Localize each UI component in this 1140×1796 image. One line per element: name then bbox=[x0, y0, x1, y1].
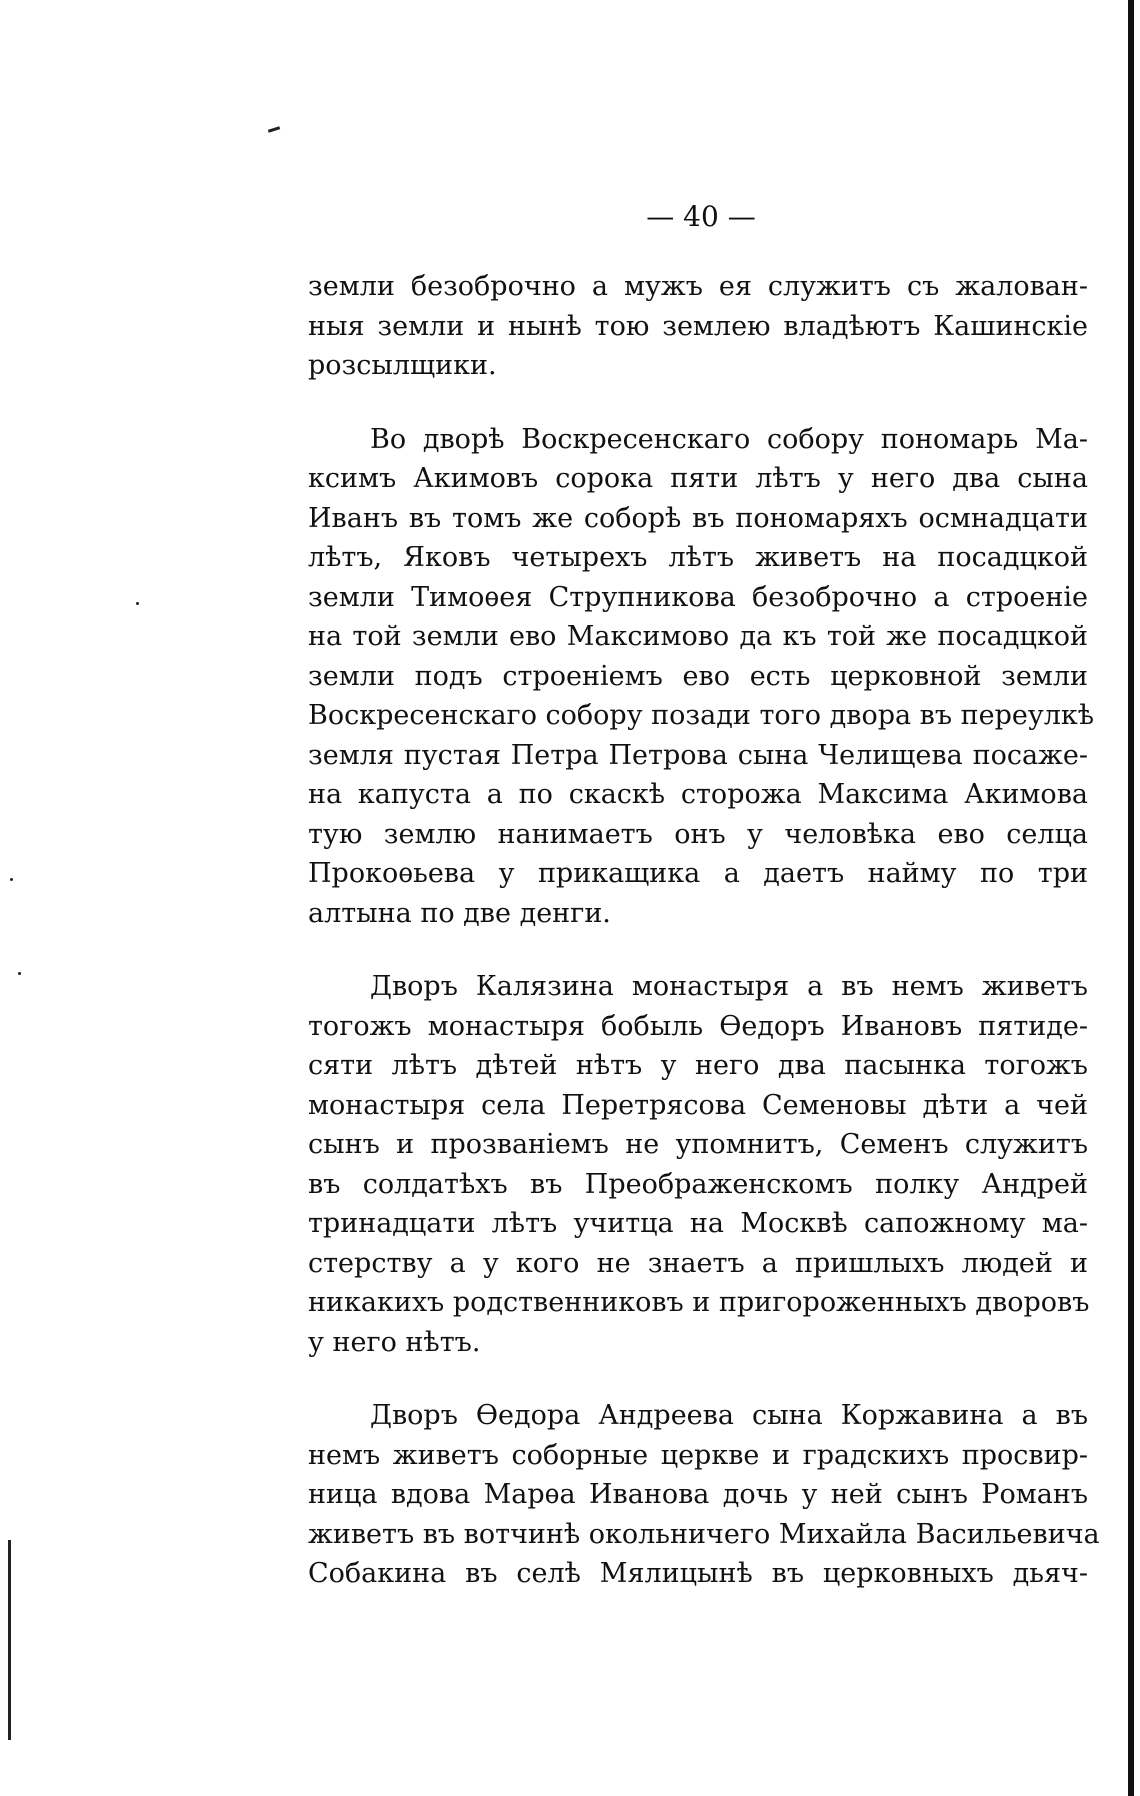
text-line: Воскресенскаго собору позади того двора въ переулкѣ bbox=[308, 700, 1095, 731]
scan-mark bbox=[268, 126, 280, 133]
text-line: тогожъ монастыря бобыль Ѳедоръ Ивановъ пятиде- bbox=[308, 1010, 1088, 1042]
text-line: немъ живетъ соборные церкве и градскихъ просвир- bbox=[308, 1439, 1088, 1471]
text-line: тринадцати лѣтъ учитца на Москвѣ сапожному ма- bbox=[308, 1208, 1088, 1239]
paragraph bbox=[308, 267, 1088, 386]
text-line: земли Тимоѳея Струпникова безоброчно а строеніе bbox=[308, 581, 1088, 613]
text-line: ница вдова Марѳа Иванова дочь у ней сынъ Романъ bbox=[308, 1479, 1088, 1510]
text-line: стерству а у кого не знаетъ а пришлыхъ людей и bbox=[308, 1247, 1088, 1279]
scan-edge-right bbox=[1128, 0, 1134, 1796]
text-line: Прокоѳьева у прикащика а даетъ найму по три bbox=[308, 858, 1088, 889]
scan-speck bbox=[10, 878, 13, 881]
text-line: сынъ и прозваніемъ не упомнитъ, Семенъ служитъ bbox=[308, 1129, 1088, 1160]
scan-speck bbox=[136, 602, 139, 605]
scan-speck bbox=[18, 972, 21, 975]
text-line: ныя земли и нынѣ тою землею владѣютъ Кашинскіе bbox=[308, 310, 1088, 342]
text-line: Собакина въ селѣ Мялицынѣ въ церковныхъ дьяч- bbox=[308, 1558, 1088, 1589]
text-line: сяти лѣтъ дѣтей нѣтъ у него два пасынка тогожъ bbox=[308, 1050, 1088, 1081]
text-line: земли подъ строеніемъ ево есть церковной земли bbox=[308, 660, 1088, 692]
paragraph bbox=[308, 1396, 1100, 1594]
text-line: лѣтъ, Яковъ четырехъ лѣтъ живетъ на посадцкой bbox=[308, 542, 1088, 573]
body-text bbox=[308, 267, 1100, 1594]
text-line: земли безоброчно а мужъ ея служитъ съ жалован- bbox=[308, 271, 1088, 302]
text-line: ксимъ Акимовъ сорока пяти лѣтъ у него два сына bbox=[308, 463, 1088, 494]
text-line: алтына по две денги. bbox=[308, 897, 611, 929]
paragraph bbox=[308, 967, 1088, 1362]
text-line: Дворъ Калязина монастыря а въ немъ живетъ bbox=[370, 971, 1088, 1002]
text-line: никакихъ родственниковъ и пригороженныхъ дворовъ bbox=[308, 1287, 1090, 1318]
paragraph bbox=[308, 420, 1095, 934]
text-line: Иванъ въ томъ же соборѣ въ пономаряхъ осмнадцати bbox=[308, 502, 1088, 534]
page-number-text: — 40 — bbox=[646, 200, 756, 233]
scan-edge-left bbox=[8, 1540, 11, 1740]
text-line: у него нѣтъ. bbox=[308, 1326, 481, 1358]
page-number bbox=[0, 200, 1140, 233]
text-line: земля пустая Петра Петрова сына Челищева посаже- bbox=[308, 739, 1088, 771]
text-line: на той земли ево Максимово да къ той же посадцкой bbox=[308, 621, 1088, 652]
text-line: розсылщики. bbox=[308, 350, 497, 381]
text-line: Дворъ Ѳедора Андреева сына Коржавина а въ bbox=[370, 1400, 1088, 1431]
text-line: живетъ въ вотчинѣ окольничего Михайла Васильевича bbox=[308, 1518, 1100, 1550]
text-line: на капуста а по скаскѣ сторожа Максима Акимова bbox=[308, 779, 1088, 810]
text-line: монастыря села Перетрясова Семеновы дѣти а чей bbox=[308, 1089, 1088, 1121]
text-line: тую землю нанимаетъ онъ у человѣка ево селца bbox=[308, 818, 1088, 850]
text-line: въ солдатѣхъ въ Преображенскомъ полку Андрей bbox=[308, 1168, 1088, 1200]
text-line: Во дворѣ Воскресенскаго собору пономарь Ма- bbox=[370, 423, 1088, 455]
